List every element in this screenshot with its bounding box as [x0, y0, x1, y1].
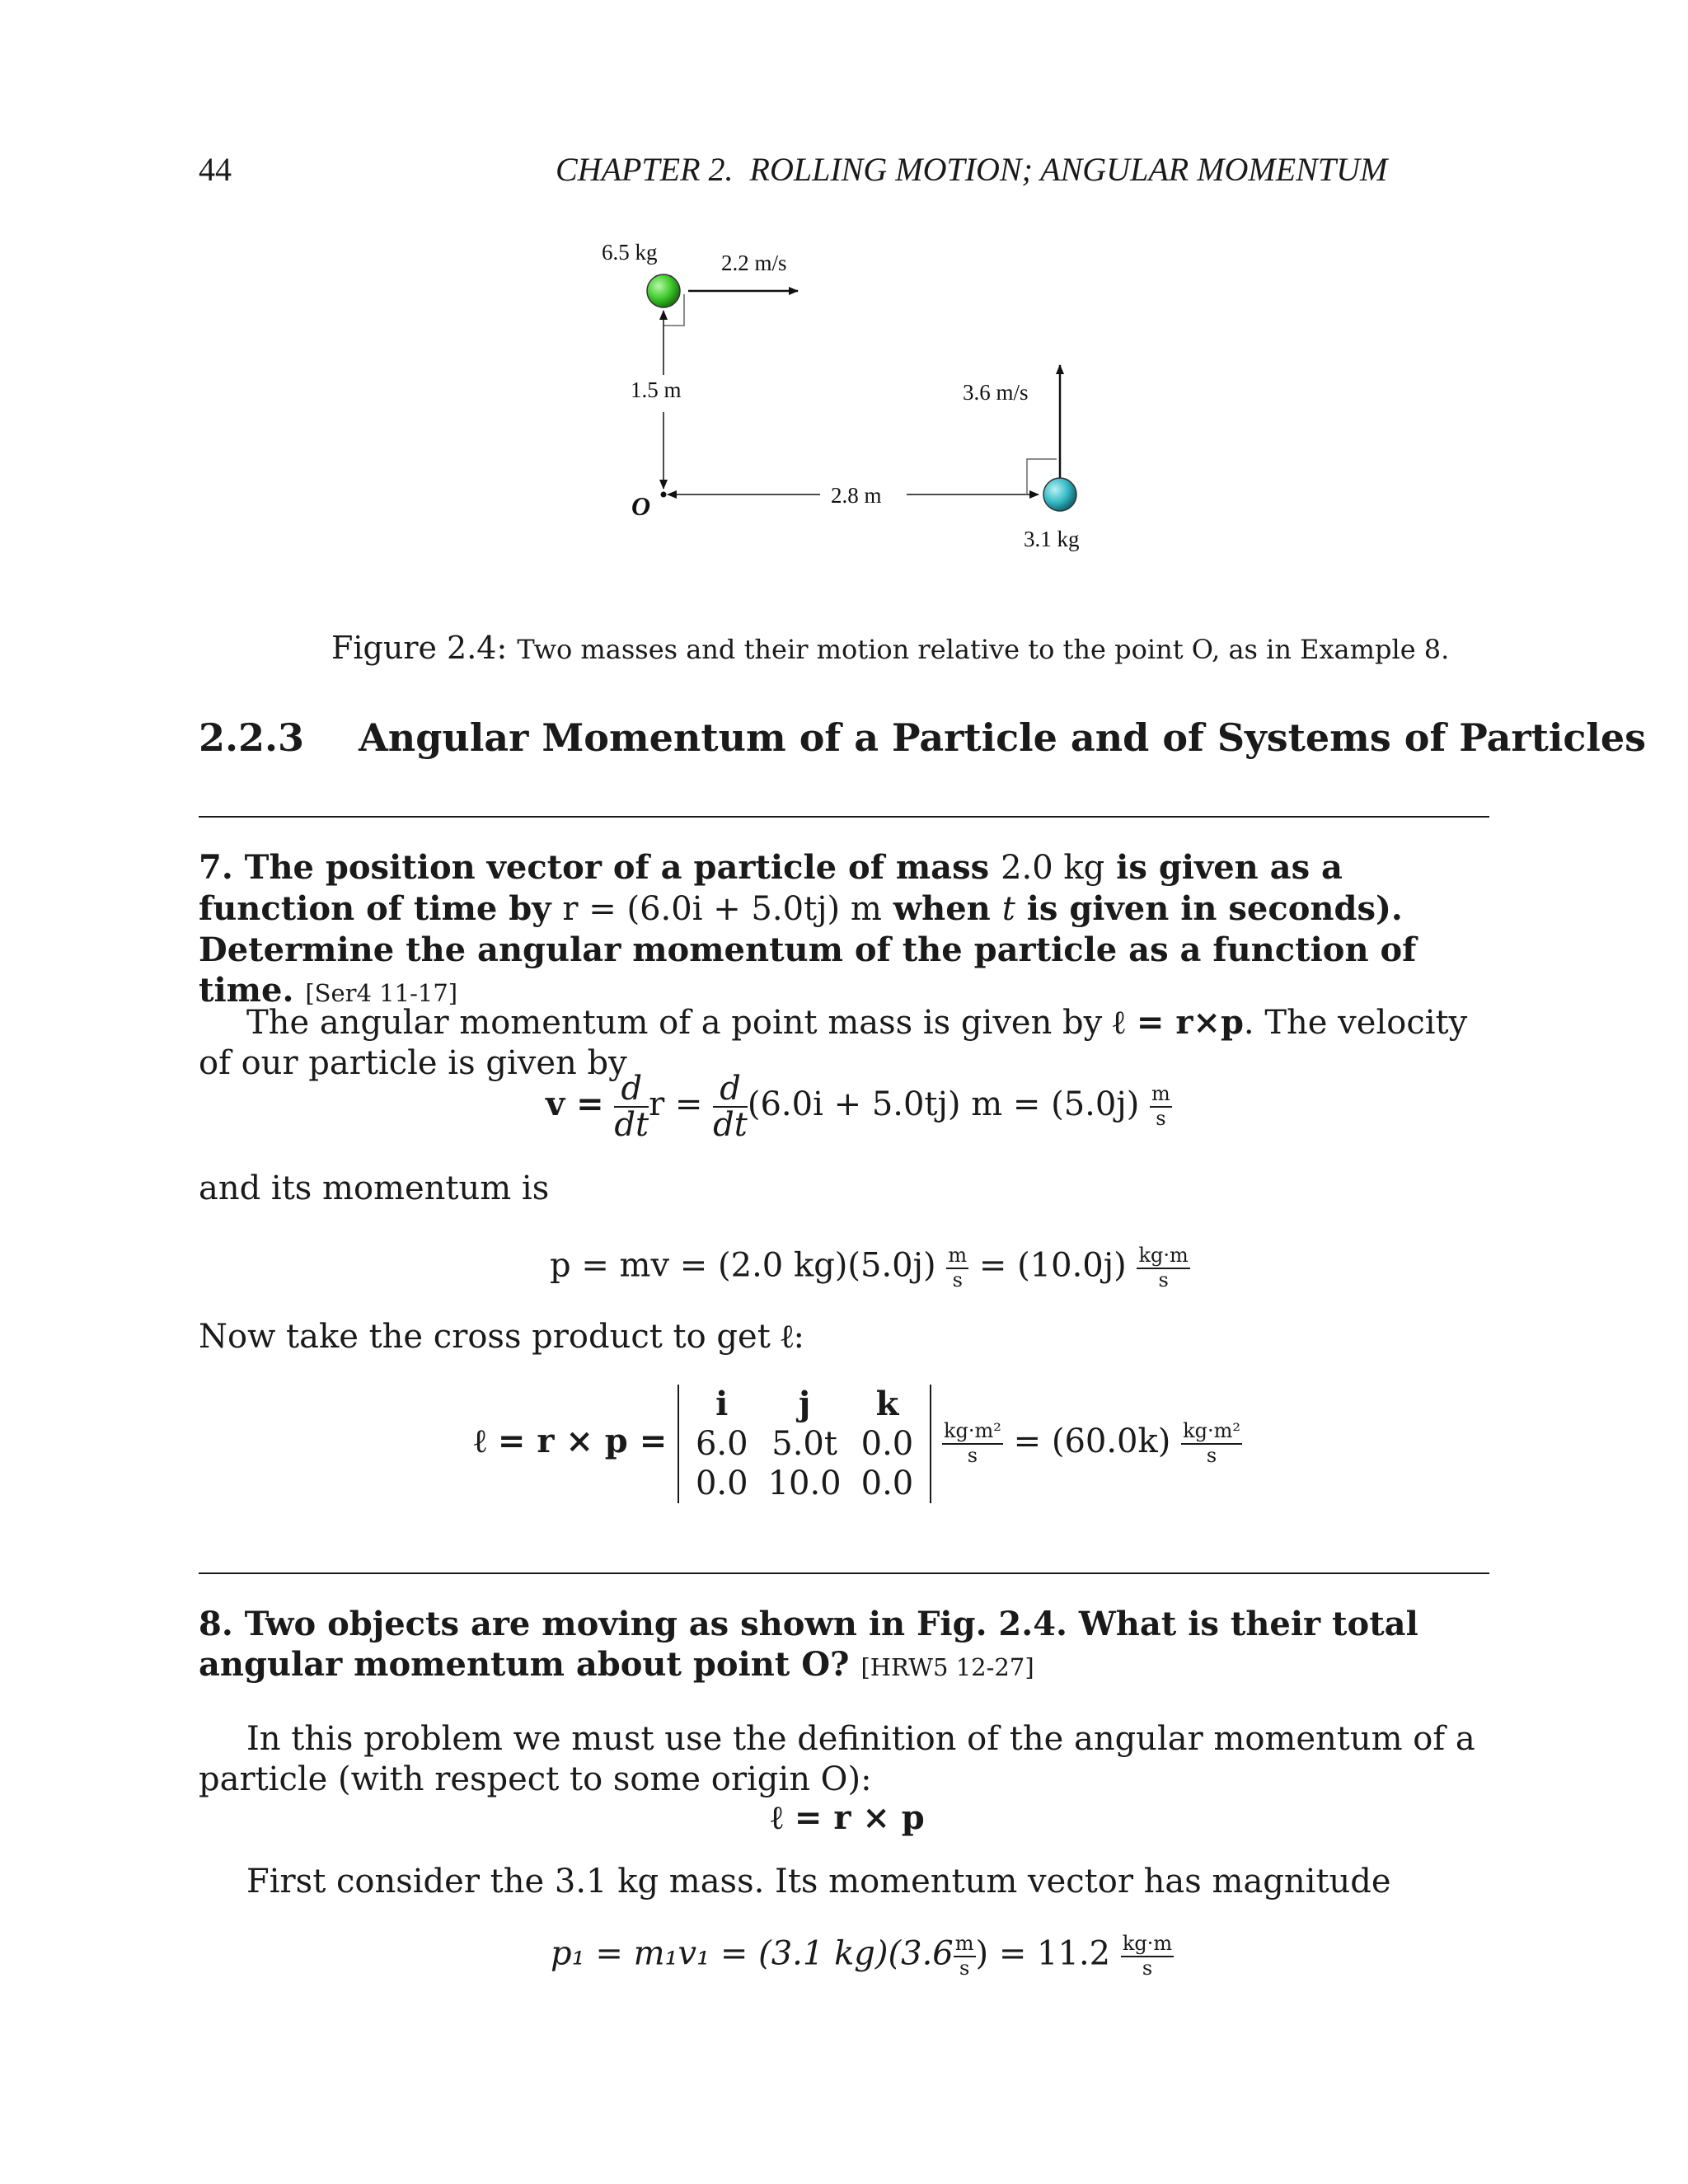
blue-ball-3.1kg [1043, 478, 1076, 511]
frac-d-dt-2 [713, 1071, 748, 1142]
mass2-label: 3.1 kg [1024, 527, 1080, 551]
eq1-left: v = [546, 1085, 604, 1123]
p7-t: t [1001, 890, 1015, 928]
unit-num: kg·m² [1181, 1420, 1242, 1445]
frac-num: d [614, 1071, 649, 1108]
rule-top [199, 816, 1489, 818]
unit-num: kg·m [1121, 1933, 1174, 1957]
p7-equation-velocity [546, 1071, 1172, 1142]
p8-para-1: In this problem we must use the definition of the angular momentum of a particle (with respect to some origin O): [199, 1720, 1475, 1798]
frac-den: dt [614, 1106, 649, 1144]
section-title: Angular Momentum of a Particle and of Systems of Particles [359, 715, 1647, 760]
p8-reference: [HRW5 12-27] [860, 1653, 1034, 1681]
p7-p1-c: . The velocity of our particle is given by [199, 1004, 1468, 1082]
p8-equation-definition: ℓ = r × p [771, 1798, 925, 1837]
unit-m-per-s [1150, 1083, 1172, 1130]
caption-number: Figure 2.4: [331, 630, 508, 666]
unit-kgm2-per-s [1181, 1420, 1242, 1467]
frac-d-dt-1 [614, 1071, 649, 1142]
det-row [686, 1464, 923, 1503]
problem7-statement [199, 847, 1489, 1014]
eq-p1-b: ) = 11.2 [975, 1934, 1111, 1973]
p7-p1-a: The angular momentum of a point mass is given by [246, 1004, 1113, 1042]
unit-den: s [952, 1268, 963, 1291]
green-ball-6.5kg [647, 274, 680, 307]
velocity1-label: 2.2 m/s [721, 251, 787, 275]
unit-num: m [954, 1933, 976, 1957]
section-heading [199, 715, 1646, 760]
eq1-r: r = [649, 1085, 703, 1123]
eq1-mid: (6.0i + 5.0tj) m = (5.0j) [747, 1085, 1140, 1123]
p7-p3-a: Now take the cross product to get [199, 1318, 781, 1356]
origin-point [661, 492, 667, 498]
mass1-label: 6.5 kg [602, 240, 658, 265]
section-number: 2.2.3 [199, 715, 305, 760]
determinant-matrix [678, 1385, 931, 1503]
p7-p1-formula: ℓ = r×p [1112, 1003, 1244, 1042]
det-cell: 0.0 [860, 1465, 914, 1502]
caption-text: Two masses and their motion relative to the point O, as in Example 8. [517, 634, 1450, 665]
unit-den: s [959, 1956, 970, 1980]
unit-den: s [1142, 1956, 1153, 1980]
rule-middle [199, 1572, 1489, 1574]
unit-m-per-s [954, 1933, 976, 1980]
p7-text-3: when [881, 889, 1002, 928]
eq3-left: ℓ = r × p = [474, 1422, 668, 1460]
det-cell: 6.0 [695, 1425, 748, 1463]
distance1-label: 1.5 m [631, 377, 682, 402]
det-row [686, 1385, 923, 1424]
velocity2-label: 3.6 m/s [963, 380, 1029, 405]
p7-p3-ell: ℓ [781, 1317, 794, 1356]
page-number: 44 [199, 151, 232, 188]
p7-text-1: 7. The position vector of a particle of mass [199, 848, 1001, 887]
p7-para-2: and its momentum is [199, 1169, 550, 1207]
eq-p1-a: p₁ = m₁v₁ = (3.1 kg)(3.6 [551, 1934, 954, 1973]
frac-den: dt [713, 1106, 748, 1144]
origin-label: O [631, 491, 651, 521]
distance2-label: 2.8 m [831, 483, 882, 508]
p8-para-2: First consider the 3.1 kg mass. Its momentum vector has magnitude [246, 1863, 1391, 1900]
unit-m-per-s [946, 1244, 968, 1291]
det-row [686, 1424, 923, 1464]
eq3-right: = (60.0k) [1013, 1422, 1171, 1460]
p7-equation-cross-product [474, 1385, 1242, 1503]
eq2-b: = (10.0j) [978, 1246, 1127, 1285]
det-cell: 0.0 [860, 1425, 914, 1463]
det-cell: 10.0 [767, 1465, 842, 1502]
unit-den: s [1158, 1268, 1169, 1291]
det-cell: j [798, 1385, 811, 1423]
unit-den: s [1156, 1107, 1166, 1130]
unit-num: kg·m [1137, 1244, 1189, 1269]
unit-kgm-per-s [1137, 1244, 1189, 1291]
unit-den: s [1206, 1444, 1217, 1467]
figure-two-masses [560, 227, 1121, 573]
p7-position-expr: r = (6.0i + 5.0tj) m [562, 890, 882, 928]
p8-statement-text: 8. Two objects are moving as shown in Fig. 2.4. What is their total angular momentum about point O? [199, 1605, 1418, 1684]
p7-text-2: is given as a function of time by [199, 848, 1343, 928]
p7-para-3 [199, 1316, 804, 1357]
unit-kgm2-per-s [942, 1420, 1003, 1467]
unit-num: m [946, 1244, 968, 1269]
p7-mass: 2.0 kg [1001, 849, 1105, 887]
eq2-a: p = mv = (2.0 kg)(5.0j) [550, 1246, 936, 1285]
figure-caption [331, 630, 1449, 666]
det-cell: i [715, 1385, 729, 1423]
problem8-statement [199, 1604, 1489, 1688]
unit-num: m [1150, 1083, 1172, 1108]
p7-p3-c: : [793, 1318, 804, 1356]
p7-reference: [Ser4 11-17] [305, 979, 458, 1007]
unit-den: s [967, 1444, 978, 1467]
unit-num: kg·m² [942, 1420, 1003, 1445]
det-cell: 5.0t [771, 1425, 837, 1463]
p8-equation-momentum [551, 1933, 1174, 1980]
frac-num: d [713, 1071, 748, 1108]
det-cell: k [875, 1385, 899, 1423]
p7-equation-momentum [550, 1244, 1190, 1291]
running-title: CHAPTER 2. ROLLING MOTION; ANGULAR MOMENTUM [556, 151, 1388, 188]
det-cell: 0.0 [695, 1465, 748, 1502]
p7-text-4: is given in seconds). Determine the angular momentum of the particle as a function of time. [199, 889, 1417, 1010]
unit-kgm-per-s [1121, 1933, 1174, 1980]
